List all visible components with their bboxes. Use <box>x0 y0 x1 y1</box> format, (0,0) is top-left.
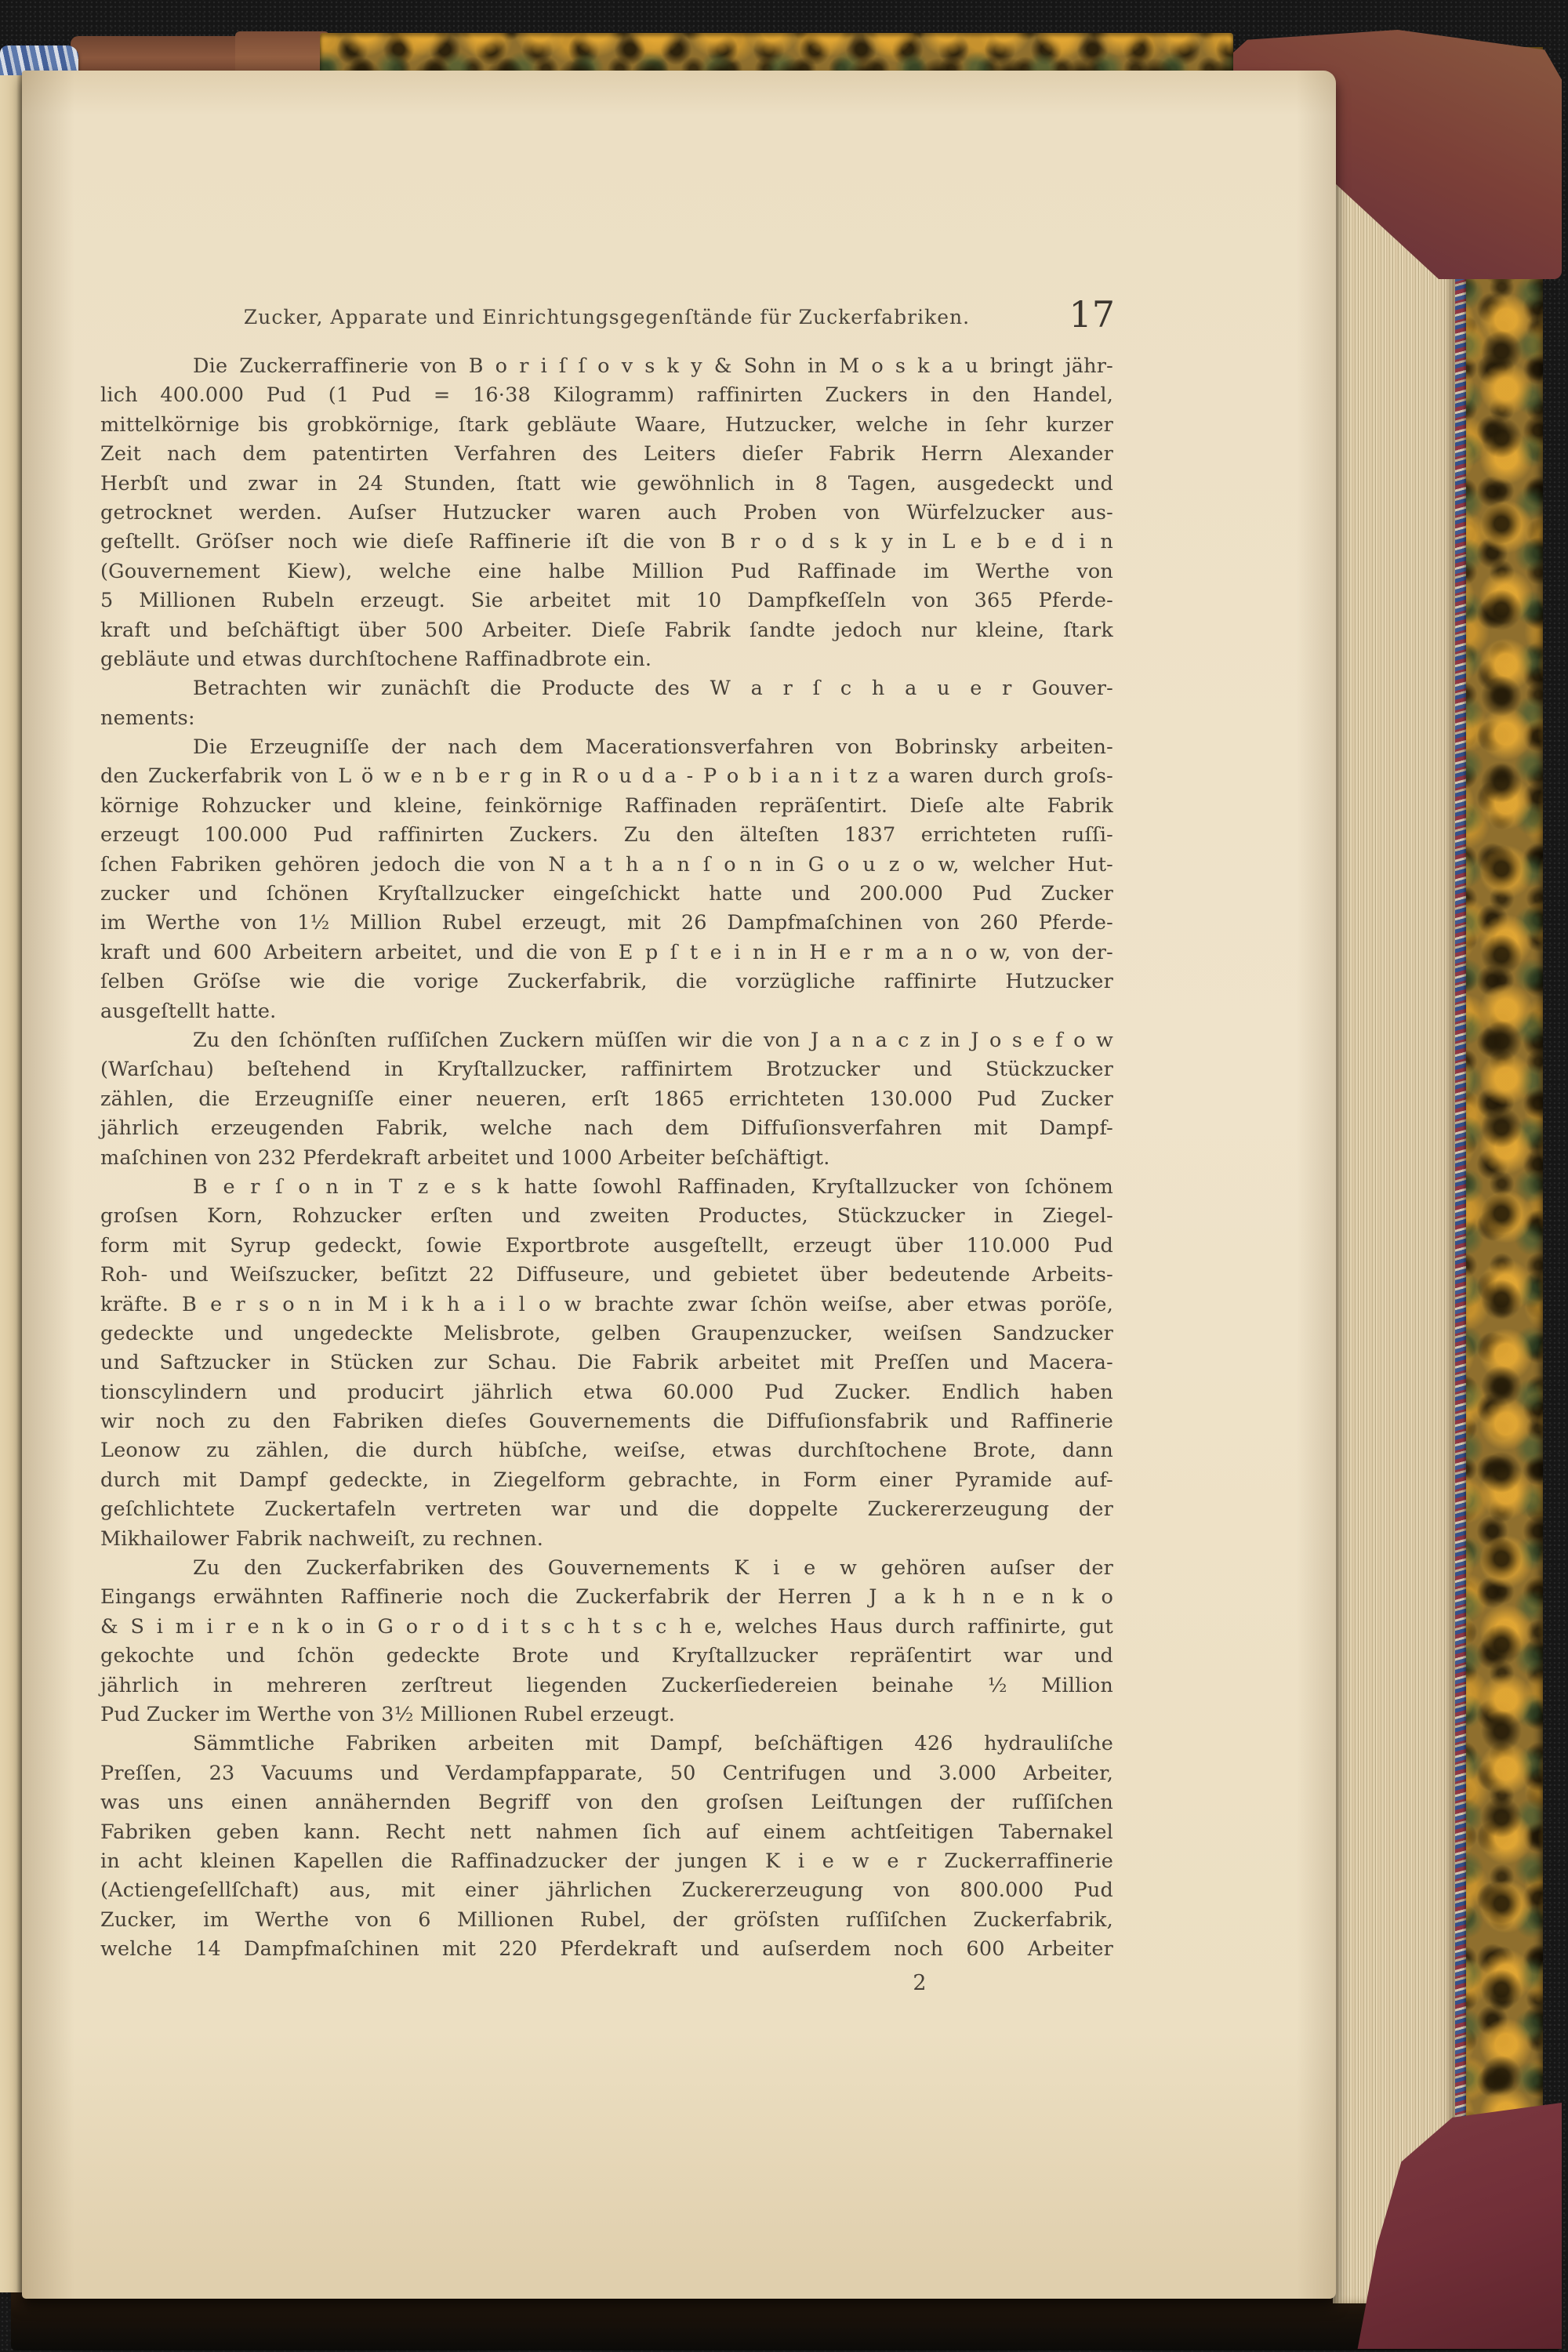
text-line: nements: <box>100 706 195 730</box>
text-line: durch mit Dampf gedeckte, in Ziegelform gebrachte, in Form einer Pyramide auf- <box>100 1468 1113 1492</box>
text-line: Preſſen, 23 Vacuums und Verdampfapparate, 50 Centrifugen und 3.000 Arbeiter, <box>100 1761 1113 1785</box>
text-line: groſsen Korn, Rohzucker erſten und zweiten Productes, Stückzucker in Ziegel- <box>100 1204 1113 1229</box>
book-page <box>22 71 1336 2299</box>
text-line: Fabriken geben kann. Recht nett nahmen ſich auf einem achtſeitigen Tabernakel <box>100 1820 1113 1844</box>
marbled-cover-right <box>1460 47 1543 2346</box>
text-line: Die Zuckerraffinerie von B o r i ſ ſ o v s k y & Sohn in M o s k a u bringt jähr- <box>193 354 1113 378</box>
text-line: Herbſt und zwar in 24 Stunden, ſtatt wie gewöhnlich in 8 Tagen, ausgedeckt und <box>100 471 1113 495</box>
text-line: den Zuckerfabrik von L ö w e n b e r g in R o u d a - P o b i a n i t z a waren durch groſs- <box>100 764 1113 789</box>
text-line: B e r ſ o n in T z e s k hatte ſowohl Raffinaden, Kryſtallzucker von ſchönem <box>193 1174 1113 1199</box>
text-line: gekochte und ſchön gedeckte Brote und Kryſtallzucker repräſentirt war und <box>100 1644 1113 1668</box>
text-line: wir noch zu den Fabriken dieſes Gouvernements die Diffuſionsfabrik und Raffinerie <box>100 1410 1113 1434</box>
text-line: in acht kleinen Kapellen die Raffinadzucker der jungen K i e w e r Zuckerraffinerie <box>100 1849 1113 1873</box>
text-line: ſelben Gröſse wie die vorige Zuckerfabrik, die vorzügliche raffinirte Hutzucker <box>100 970 1113 994</box>
text-line: Leonow zu zählen, die durch hübſche, weiſse, etwas durchſtochene Brote, dann <box>100 1439 1113 1463</box>
text-line: im Werthe von 1½ Million Rubel erzeugt, mit 26 Dampfmaſchinen von 260 Pferde- <box>100 911 1113 935</box>
paragraph <box>100 354 1113 677</box>
paragraph <box>100 735 1113 1029</box>
paragraph <box>100 1029 1113 1175</box>
text-line: gebläute und etwas durchſtochene Raffinadbrote ein. <box>100 647 652 671</box>
text-line: Pud Zucker im Werthe von 3½ Millionen Rubel erzeugt. <box>100 1702 676 1726</box>
text-line: ſchen Fabriken gehören jedoch die von N a t h a n ſ o n in G o u z o w, welcher Hut- <box>100 852 1113 877</box>
text-line: 5 Millionen Rubeln erzeugt. Sie arbeitet mit 10 Dampfkeſſeln von 365 Pferde- <box>100 589 1113 613</box>
text-line: jährlich erzeugenden Fabrik, welche nach dem Diffuſionsverfahren mit Dampf- <box>100 1116 1113 1141</box>
signature-mark: 2 <box>913 1971 927 1995</box>
text-line: Die Erzeugniſſe der nach dem Macerationsverfahren von Bobrinsky arbeiten- <box>193 735 1113 760</box>
text-line: jährlich in mehreren zerſtreut liegenden Zuckerſiedereien beinahe ½ Million <box>100 1673 1113 1697</box>
underlying-page-edge <box>0 75 24 2292</box>
text-line: lich 400.000 Pud (1 Pud = 16·38 Kilogramm) raffinirten Zuckers in den Handel, <box>100 383 1113 408</box>
text-line: geſchlichtete Zuckertafeln vertreten war und die doppelte Zuckererzeugung der <box>100 1497 1113 1522</box>
text-line: & S i m i r e n k o in G o r o d i t s c h t s c h e, welches Haus durch raffinirte, gut <box>100 1614 1113 1639</box>
running-title: Zucker, Apparate und Einrichtungsgegenſtände für Zuckerfabriken. <box>243 306 971 328</box>
text-line: zählen, die Erzeugniſſe einer neueren, erſt 1865 errichteten 130.000 Pud Zucker <box>100 1087 1113 1111</box>
text-line: getrocknet werden. Auſser Hutzucker waren auch Proben von Würfelzucker aus- <box>100 500 1113 524</box>
text-line: welche 14 Dampfmaſchinen mit 220 Pferdekraft und auſserdem noch 600 Arbeiter <box>100 1937 1113 1962</box>
text-line: kraft und 600 Arbeitern arbeitet, und die von E p ſ t e i n in H e r m a n o w, von der- <box>100 940 1113 964</box>
text-line: Eingangs erwähnten Raffinerie noch die Zuckerfabrik der Herren J a k h n e n k o <box>100 1585 1113 1610</box>
text-line: (Gouvernement Kiew), welche eine halbe Million Pud Raffinade im Werthe von <box>100 559 1113 583</box>
text-line: maſchinen von 232 Pferdekraft arbeitet und 1000 Arbeiter beſchäftigt. <box>100 1145 830 1170</box>
text-line: Zu den Zuckerfabriken des Gouvernements K i e w gehören auſser der <box>193 1556 1113 1581</box>
text-line: (Actiengeſellſchaft) aus, mit einer jährlichen Zuckererzeugung von 800.000 Pud <box>100 1878 1113 1903</box>
text-line: kräfte. B e r s o n in M i k h a i l o w brachte zwar ſchön weiſse, aber etwas poröſe, <box>100 1292 1113 1316</box>
text-line: Zu den ſchönſten ruſſiſchen Zuckern müſſen wir die von J a n a c z in J o s e f o w <box>193 1028 1113 1052</box>
text-line: Betrachten wir zunächſt die Producte des W a r ſ c h a u e r Gouver- <box>193 677 1113 701</box>
paragraph <box>100 1732 1113 1966</box>
text-line: tionscylindern und producirt jährlich etwa 60.000 Pud Zucker. Endlich haben <box>100 1380 1113 1404</box>
text-line: geſtellt. Gröſser noch wie dieſe Raffinerie iſt die von B r o d s k y in L e b e d i n <box>100 530 1113 554</box>
text-line: kraft und beſchäftigt über 500 Arbeiter. Dieſe Fabrik ſandte jedoch nur kleine, ſtark <box>100 618 1113 642</box>
paragraph <box>100 1175 1113 1556</box>
text-line: zucker und ſchönen Kryſtallzucker eingeſchickt hatte und 200.000 Pud Zucker <box>100 882 1113 906</box>
text-line: was uns einen annähernden Begriff von den groſsen Leiſtungen der ruſſiſchen <box>100 1791 1113 1815</box>
page-number: 17 <box>1069 293 1115 336</box>
text-line: erzeugt 100.000 Pud raffinirten Zuckers. Zu den älteſten 1837 errichteten ruſſi- <box>100 823 1113 848</box>
paragraph <box>100 677 1113 735</box>
text-line: gedeckte und ungedeckte Melisbrote, gelben Graupenzucker, weiſsen Sandzucker <box>100 1321 1113 1345</box>
page-body <box>100 354 1113 1966</box>
text-line: Sämmtliche Fabriken arbeiten mit Dampf, beſchäftigen 426 hydrauliſche <box>193 1732 1113 1756</box>
text-line: Mikhailower Fabrik nachweiſt, zu rechnen. <box>100 1526 544 1551</box>
text-line: körnige Rohzucker und kleine, feinkörnige Raffinaden repräſentirt. Dieſe alte Fabrik <box>100 793 1113 818</box>
text-line: und Saftzucker in Stücken zur Schau. Die Fabrik arbeitet mit Preſſen und Macera- <box>100 1351 1113 1375</box>
text-line: ausgeſtellt hatte. <box>100 999 277 1023</box>
text-line: Zeit nach dem patentirten Verfahren des Leiters dieſer Fabrik Herrn Alexander <box>100 442 1113 466</box>
text-line: Zucker, im Werthe von 6 Millionen Rubel, der gröſsten ruſſiſchen Zuckerfabrik, <box>100 1907 1113 1932</box>
text-line: mittelkörnige bis grobkörnige, ſtark gebläute Waare, Hutzucker, welche in ſehr kurzer <box>100 412 1113 437</box>
page-stack-fore-edge <box>1333 83 1455 2303</box>
text-line: form mit Syrup gedeckt, ſowie Exportbrote ausgeſtellt, erzeugt über 110.000 Pud <box>100 1233 1113 1258</box>
text-line: (Warſchau) beſtehend in Kryſtallzucker, raffinirtem Brotzucker und Stückzucker <box>100 1058 1113 1082</box>
page-header <box>100 293 1115 347</box>
text-line: Roh- und Weiſszucker, beſitzt 22 Diffuseure, und gebietet über bedeutende Arbeits- <box>100 1263 1113 1287</box>
paragraph <box>100 1556 1113 1732</box>
